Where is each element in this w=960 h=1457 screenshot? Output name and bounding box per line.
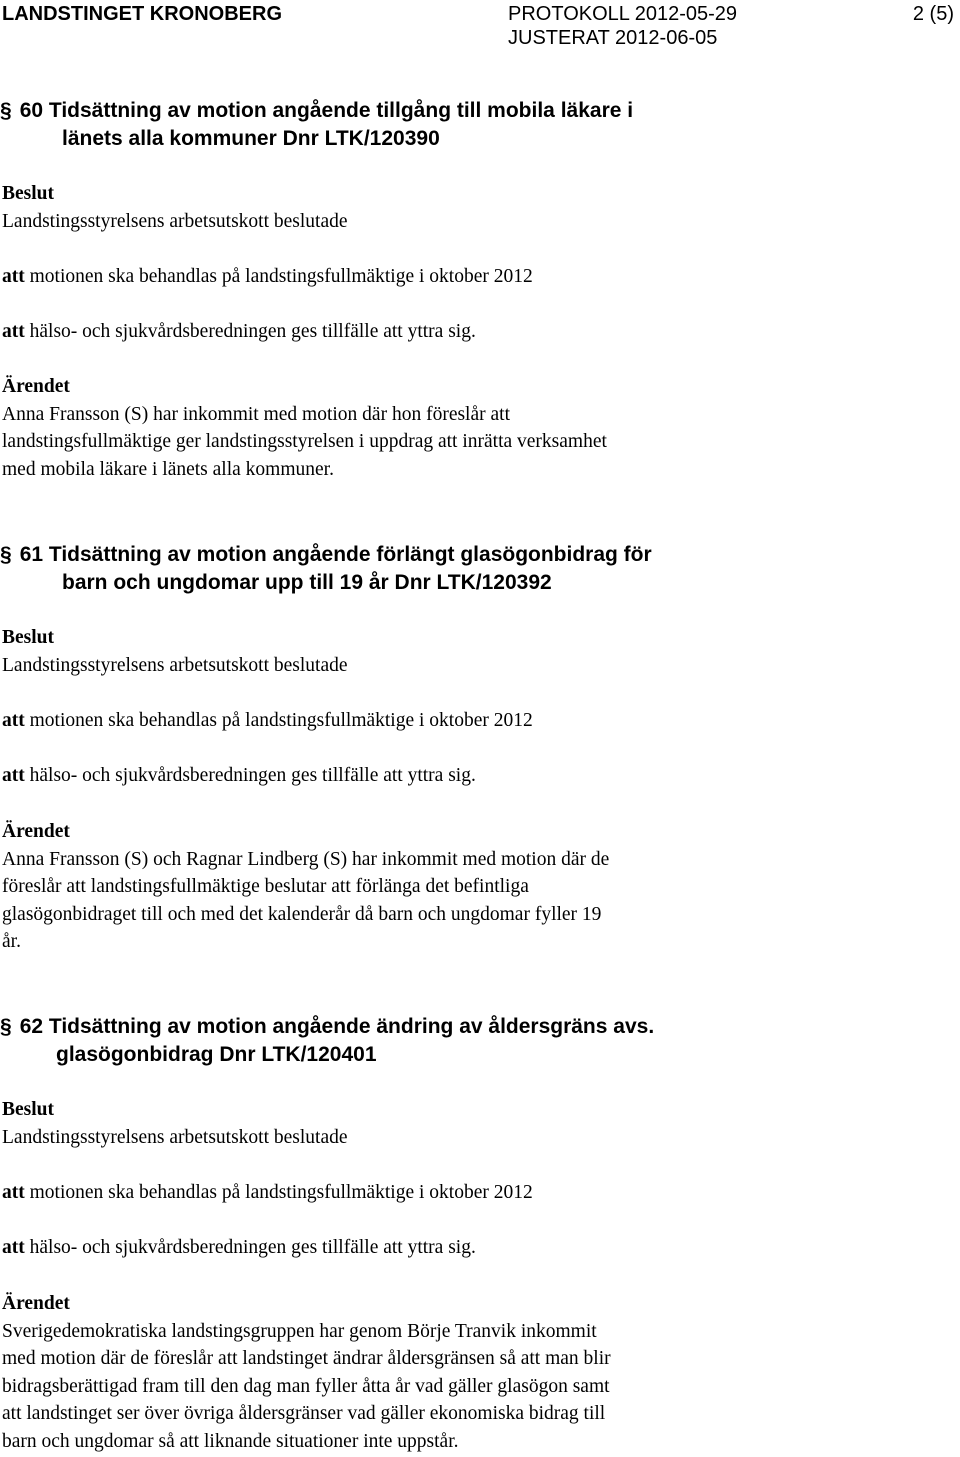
decision-item: [2, 707, 533, 735]
section-title-line: 60 Tidsättning av motion angående tillgång till mobila läkare i: [19, 99, 634, 122]
paragraph-symbol: §: [0, 543, 12, 566]
section-title-line: barn och ungdomar upp till 19 år Dnr LTK/120392: [62, 571, 552, 594]
att-word: att: [2, 321, 25, 342]
arendet-heading: Ärendet: [2, 821, 70, 842]
beslut-intro: Landstingsstyrelsens arbetsutskott beslutade: [2, 655, 348, 676]
organization-name: LANDSTINGET KRONOBERG: [2, 3, 282, 25]
protocol-dates: [508, 2, 737, 50]
section-61-title: [0, 541, 652, 597]
section-title-line: 62 Tidsättning av motion angående ändring av åldersgräns avs.: [19, 1015, 655, 1038]
decision-text: hälso- och sjukvårdsberedningen ges tillfälle att yttra sig.: [24, 1237, 476, 1258]
section-title-line: glasögonbidrag Dnr LTK/120401: [56, 1043, 377, 1066]
decision-item: [2, 263, 533, 291]
decision-item: [2, 1234, 476, 1262]
decision-item: [2, 1179, 533, 1207]
arendet-line: med mobila läkare i länets alla kommuner.: [2, 459, 334, 480]
arendet-line: att landstinget ser över övriga åldersgränser vad gäller ekonomiska bidrag till: [2, 1403, 606, 1424]
beslut-heading: Beslut: [2, 627, 55, 648]
att-word: att: [2, 1182, 25, 1203]
att-word: att: [2, 710, 25, 731]
protocol-date: PROTOKOLL 2012-05-29: [508, 3, 738, 25]
decision-item: [2, 318, 476, 346]
arendet-line: bidragsberättigad fram till den dag man fyller åtta år vad gäller glasögon samt: [2, 1376, 610, 1397]
paragraph-symbol: §: [0, 99, 12, 122]
arendet-line: år.: [2, 931, 21, 952]
arendet-line: Anna Fransson (S) och Ragnar Lindberg (S) har inkommit med motion där de: [2, 849, 610, 870]
section-60-title: [0, 97, 633, 153]
section-62-title: [0, 1013, 654, 1069]
att-word: att: [2, 765, 25, 786]
arendet-line: med motion där de föreslår att landstinget ändrar åldersgränsen så att man blir: [2, 1348, 611, 1369]
decision-text: motionen ska behandlas på landstingsfullmäktige i oktober 2012: [24, 266, 533, 287]
arendet-line: landstingsfullmäktige ger landstingsstyrelsen i uppdrag att inrätta verksamhet: [2, 431, 607, 452]
decision-text: hälso- och sjukvårdsberedningen ges tillfälle att yttra sig.: [24, 321, 476, 342]
beslut-intro: Landstingsstyrelsens arbetsutskott beslutade: [2, 1127, 348, 1148]
beslut-heading: Beslut: [2, 1099, 55, 1120]
adjusted-date: JUSTERAT 2012-06-05: [508, 27, 718, 49]
beslut-intro: Landstingsstyrelsens arbetsutskott beslutade: [2, 211, 348, 232]
att-word: att: [2, 266, 25, 287]
att-word: att: [2, 1237, 25, 1258]
arendet-line: barn och ungdomar så att liknande situationer inte uppstår.: [2, 1431, 459, 1452]
arendet-line: Sverigedemokratiska landstingsgruppen har genom Börje Tranvik inkommit: [2, 1321, 597, 1342]
section-title-line: 61 Tidsättning av motion angående förlängt glasögonbidrag för: [19, 543, 652, 566]
arendet-heading: Ärendet: [2, 1293, 70, 1314]
decision-text: hälso- och sjukvårdsberedningen ges tillfälle att yttra sig.: [24, 765, 476, 786]
page-number: 2 (5): [912, 3, 954, 25]
section-title-line: länets alla kommuner Dnr LTK/120390: [62, 127, 440, 150]
decision-text: motionen ska behandlas på landstingsfullmäktige i oktober 2012: [24, 1182, 533, 1203]
arendet-line: glasögonbidraget till och med det kalenderår då barn och ungdomar fyller 19: [2, 904, 602, 925]
decision-item: [2, 762, 476, 790]
paragraph-symbol: §: [0, 1015, 12, 1038]
arendet-line: föreslår att landstingsfullmäktige beslutar att förlänga det befintliga: [2, 876, 529, 897]
beslut-heading: Beslut: [2, 183, 55, 204]
arendet-heading: Ärendet: [2, 376, 70, 397]
decision-text: motionen ska behandlas på landstingsfullmäktige i oktober 2012: [24, 710, 533, 731]
arendet-line: Anna Fransson (S) har inkommit med motion där hon föreslår att: [2, 404, 510, 425]
